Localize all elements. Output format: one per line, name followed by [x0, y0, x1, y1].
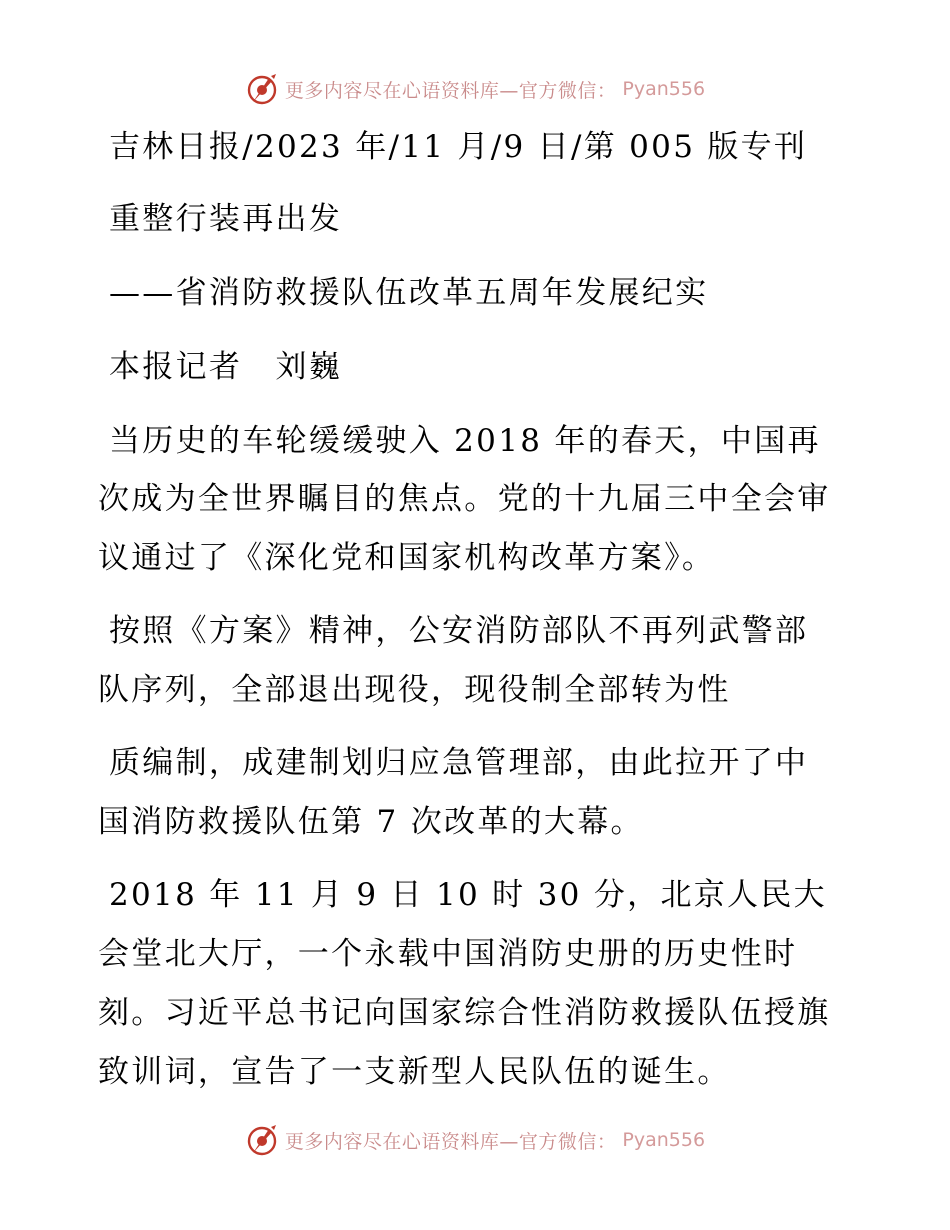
watermark-text: 更多内容尽在心语资料库—官方微信：	[284, 79, 617, 102]
paragraph-line: 质编制，成建制划归应急管理部，由此拉开了中	[109, 745, 809, 781]
paragraph-line: 次成为全世界瞩目的焦点。党的十九届三中全会审	[98, 481, 831, 517]
quill-seal-icon	[245, 1123, 279, 1157]
paragraph-line: 队序列，全部退出现役，现役制全部转为性	[98, 672, 731, 708]
footer-watermark	[0, 1122, 950, 1158]
paragraph-line: 会堂北大厅，一个永载中国消防史册的历史性时	[98, 936, 798, 972]
paragraph-line: 2018 年 11 月 9 日 10 时 30 分，北京人民大	[109, 877, 827, 913]
paragraph-line: 刻。习近平总书记向国家综合性消防救援队伍授旗	[98, 995, 831, 1031]
header-watermark	[0, 71, 950, 107]
watermark-wechat-id: Pyan556	[622, 78, 706, 100]
quill-seal-icon	[245, 72, 279, 106]
watermark-text: 更多内容尽在心语资料库—官方微信：	[284, 1130, 617, 1153]
paragraph-line: 国消防救援队伍第 7 次改革的大幕。	[98, 804, 644, 840]
paragraph-line: 按照《方案》精神，公安消防部队不再列武警部	[109, 613, 809, 649]
watermark-wechat-id: Pyan556	[622, 1129, 706, 1151]
paragraph-line: 致训词，宣告了一支新型人民队伍的诞生。	[98, 1054, 731, 1090]
paragraph-line: 当历史的车轮缓缓驶入 2018 年的春天，中国再	[109, 423, 821, 459]
paragraph-line: 议通过了《深化党和国家机构改革方案》。	[98, 540, 716, 576]
article-title: 重整行装再出发	[109, 201, 343, 237]
byline: 本报记者 刘巍	[109, 349, 343, 385]
article-subtitle: ——省消防救援队伍改革五周年发展纪实	[109, 275, 709, 311]
dateline: 吉林日报/2023 年/11 月/9 日/第 005 版专刊	[109, 129, 808, 165]
